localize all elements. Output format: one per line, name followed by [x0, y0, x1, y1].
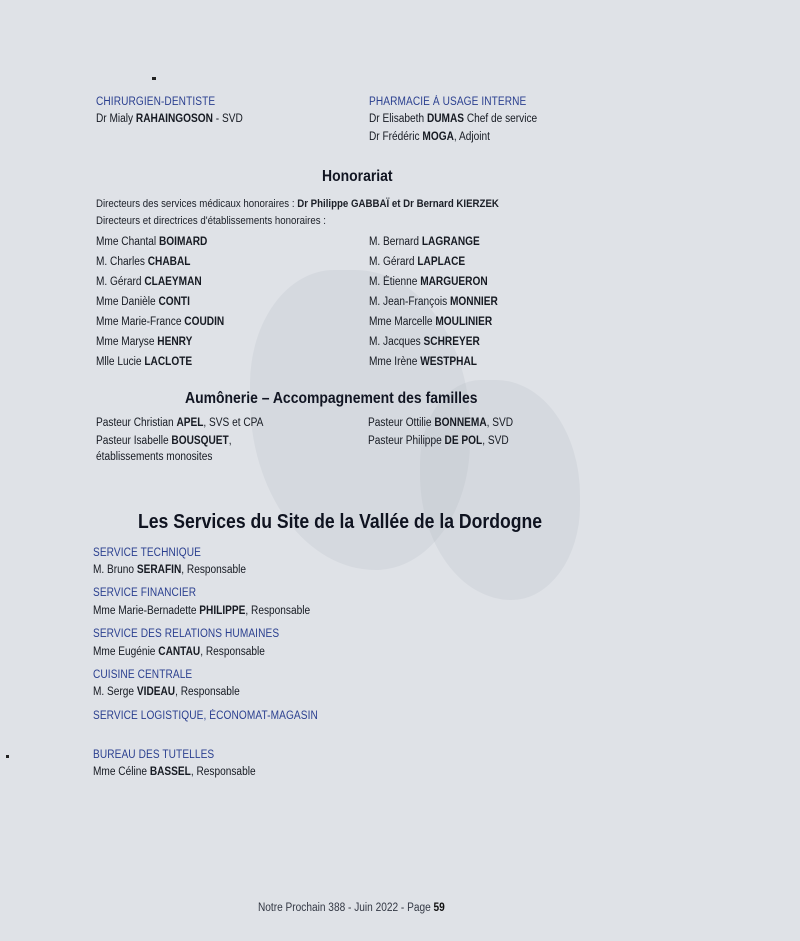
honorary-person: M. Charles CHABAL [96, 256, 191, 268]
honorary-person: Mme Marie-France COUDIN [96, 316, 225, 328]
honorary-person: M. Étienne MARGUERON [369, 276, 488, 288]
role-pharmacie: PHARMACIE À USAGE INTERNE [369, 96, 527, 108]
honorary-person: Mlle Lucie LACLOTE [96, 356, 193, 368]
honorary-person: Mme Maryse HENRY [96, 336, 193, 348]
person-dumas: Dr Elisabeth DUMAS Chef de service [369, 113, 538, 125]
service-person: M. Serge VIDEAU, Responsable [93, 686, 240, 698]
scan-mark [6, 755, 9, 758]
person-rahaingoson: Dr Mialy RAHAINGOSON - SVD [96, 113, 243, 125]
chaplain-person: Pasteur Isabelle BOUSQUET, [96, 435, 232, 447]
honorary-person: M. Bernard LAGRANGE [369, 236, 480, 248]
scan-mark [152, 77, 156, 80]
service-role: SERVICE TECHNIQUE [93, 547, 201, 559]
service-role: SERVICE FINANCIER [93, 587, 197, 599]
service-person: Mme Marie-Bernadette PHILIPPE, Responsable [93, 605, 311, 617]
chaplain-person: Pasteur Ottilie BONNEMA, SVD [368, 417, 514, 429]
service-person: Mme Céline BASSEL, Responsable [93, 766, 256, 778]
honorariat-medical-directors: Directeurs des services médicaux honoraires : Dr Philippe GABBAÏ et Dr Bernard KIERZEK [96, 198, 499, 210]
honorary-person: M. Jacques SCHREYER [369, 336, 480, 348]
service-person: M. Bruno SERAFIN, Responsable [93, 564, 247, 576]
section-title-aumonerie: Aumônerie – Accompagnement des familles [185, 390, 478, 407]
bleed-through-shape [420, 380, 580, 600]
honorary-person: Mme Chantal BOIMARD [96, 236, 208, 248]
service-role: SERVICE DES RELATIONS HUMAINES [93, 628, 280, 640]
chaplain-note: établissements monosites [96, 451, 213, 463]
honorary-person: M. Gérard LAPLACE [369, 256, 466, 268]
section-title-honorariat: Honorariat [322, 168, 393, 185]
person-moga: Dr Frédéric MOGA, Adjoint [369, 131, 490, 143]
section-title-services: Les Services du Site de la Vallée de la Dordogne [138, 511, 542, 533]
chaplain-person: Pasteur Christian APEL, SVS et CPA [96, 417, 264, 429]
service-role: CUISINE CENTRALE [93, 669, 193, 681]
service-role: BUREAU DES TUTELLES [93, 749, 215, 761]
service-person: Mme Eugénie CANTAU, Responsable [93, 646, 265, 658]
honorariat-establishment-directors-label: Directeurs et directrices d'établissements honoraires : [96, 215, 326, 227]
honorary-person: M. Gérard CLAEYMAN [96, 276, 202, 288]
page-footer: Notre Prochain 388 - Juin 2022 - Page 59 [258, 902, 445, 914]
honorary-person: Mme Danièle CONTI [96, 296, 190, 308]
chaplain-person: Pasteur Philippe DE POL, SVD [368, 435, 509, 447]
honorary-person: Mme Marcelle MOULINIER [369, 316, 493, 328]
service-role: SERVICE LOGISTIQUE, ÉCONOMAT-MAGASIN [93, 710, 318, 722]
honorary-person: M. Jean-François MONNIER [369, 296, 498, 308]
honorary-person: Mme Irène WESTPHAL [369, 356, 477, 368]
role-chirurgien-dentiste: CHIRURGIEN-DENTISTE [96, 96, 216, 108]
